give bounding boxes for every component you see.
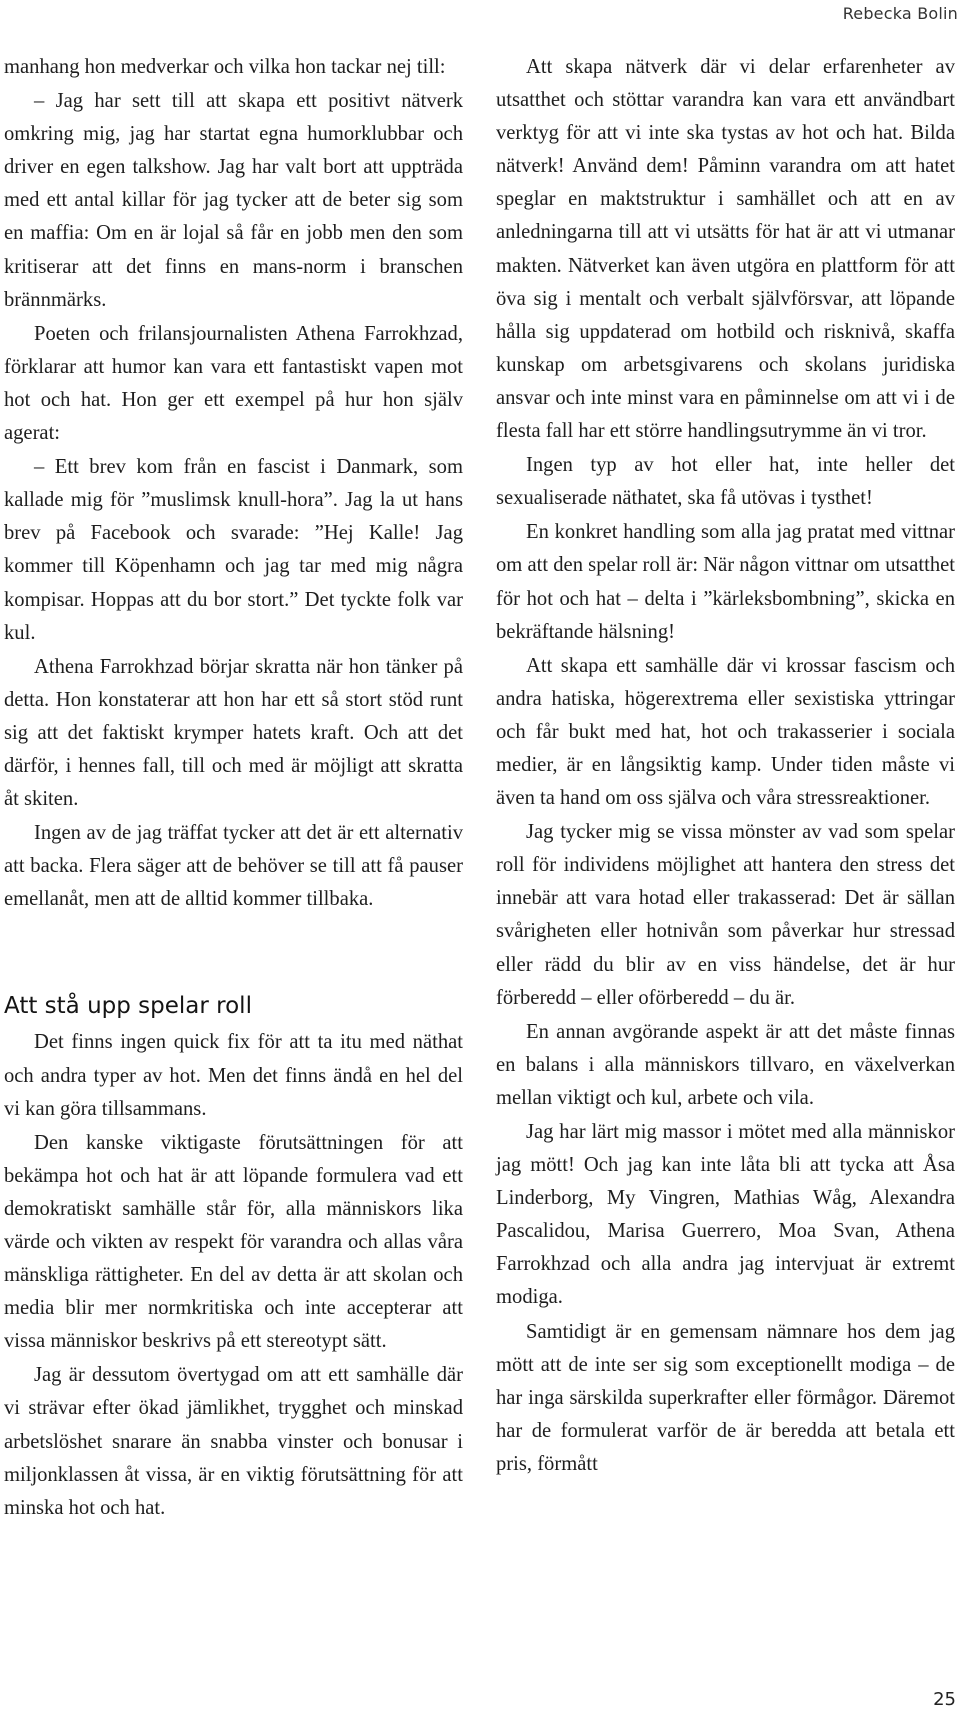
paragraph: Poeten och frilansjournalisten Athena Farrokhzad, förklarar att humor kan vara ett fantastiskt vapen mot hot och hat. Hon ger ett exempel på hur hon själv agerat: (4, 322, 463, 445)
left-column (4, 51, 463, 1526)
paragraph: – Ett brev kom från en fascist i Danmark, som kallade mig för ”muslimsk knull-hora”. Jag la ut hans brev på Facebook och svarade: ”Hej Kalle! Jag kommer till Köpenhamn och jag tar med mig några kompisar. Hoppas att du bor stort.” Det tyckte folk var kul. (4, 456, 463, 644)
paragraph: Ingen av de jag träffat tycker att det är ett alternativ att backa. Flera säger att de behöver se till att få pauser emellanåt, men att de alltid kommer tillbaka. (4, 822, 463, 911)
paragraph: Att skapa nätverk där vi delar erfarenheter av utsatthet och stöttar varandra kan vara ett användbart verktyg för att vi inte ska tystas av hot och hat. Bilda nätverk! Använd dem! Påminn varandra om att hatet speglar en maktstruktur i samhället och att en av anledningarna till att vi utsätts för hat är att vi utmanar makten. Nätverket kan även utgöra en plattform för att öva sig i mentalt och verbalt självförsvar, att löpande hålla sig uppdaterad om hotbild och risknivå, skaffa kunskap om arbetsgivarens och skolans juridiska ansvar och inte minst vara en påminnelse om att vi i de flesta fall har ett större handlingsutrymme än vi tror. (496, 56, 955, 443)
paragraph: Samtidigt är en gemensam nämnare hos dem jag mött att de inte ser sig som exceptionellt modiga – de har inga särskilda superkrafter eller förmågor. Däremot har de formulerat varför de är beredda att betala ett pris, förmått (496, 1320, 955, 1475)
paragraph: Jag har lärt mig massor i mötet med alla människor jag mött! Och jag kan inte låta bli att tycka att Åsa Linderborg, My Vingren, Mathias Wåg, Alexandra Pascalidou, Marisa Guerrero, Moa Svan, Athena Farrokhzad och alla andra jag intervjuat är extremt modiga. (496, 1121, 955, 1309)
paragraph: Jag tycker mig se vissa mönster av vad som spelar roll för individens möjlighet att hantera den stress det innebär att vara hotad eller trakasserad: Det är sällan svårigheten eller hotnivån som påverkar hur stressad eller rädd du blir av en viss händelse, det är hur förberedd – eller oförberedd – du är. (496, 821, 955, 1009)
section-heading: Att stå upp spelar roll (4, 993, 252, 1020)
page-number: 25 (933, 1689, 956, 1710)
paragraph: manhang hon medverkar och vilka hon tackar nej till: (4, 56, 446, 78)
paragraph: – Jag har sett till att skapa ett positivt nätverk omkring mig, jag har startat egna humorklubbar och driver en egen talkshow. Jag har valt bort att uppträda med ett antal killar för jag tycker att de beter sig som en maffia: Om en är lojal så får en jobb men den som kritiserar att det finns en mans-norm i branschen brännmärks. (4, 90, 463, 311)
paragraph: Att skapa ett samhälle där vi krossar fascism och andra hatiska, högerextrema eller sexistiska yttringar och får bukt med hat, hot och trakasserier i sociala medier, är en långsiktig kamp. Under tiden måste vi även ta hand om oss själva och våra stressreaktioner. (496, 654, 955, 810)
paragraph: En annan avgörande aspekt är att det måste finnas en balans i alla människors tillvaro, en växelverkan mellan viktigt och kul, arbete och vila. (496, 1020, 955, 1109)
right-column (496, 51, 955, 1482)
paragraph: Den kanske viktigaste förutsättningen för att bekämpa hot och hat är att löpande formulera vad ett demokratiskt samhälle står för, alla människors lika värde och vikten av respekt för varandra och allas våra mänskliga rättigheter. En del av detta är att skolan och media blir mer normkritiska och inte accepterar att vissa människor beskrivs på ett stereotypt sätt. (4, 1131, 463, 1353)
paragraph: Det finns ingen quick fix för att ta itu med näthat och andra typer av hot. Men det finns ändå en hel del vi kan göra tillsammans. (4, 1031, 463, 1120)
running-head-author: Rebecka Bolin (842, 4, 958, 23)
paragraph: En konkret handling som alla jag pratat med vittnar om att den spelar roll är: När någon vittnar om utsatthet för hot och hat – delta i ”kärleksbombning”, skicka en bekräftande hälsning! (496, 521, 955, 643)
paragraph: Jag är dessutom övertygad om att ett samhälle där vi strävar efter ökad jämlikhet, trygghet och minskad arbetslöshet snarare än snabba vinster och bonusar i miljonklassen åt vissa, är en viktig förutsättning för att minska hot och hat. (4, 1364, 463, 1519)
paragraph: Ingen typ av hot eller hat, inte heller det sexualiserade näthatet, ska få utövas i tysthet! (496, 454, 955, 510)
paragraph: Athena Farrokhzad börjar skratta när hon tänker på detta. Hon konstaterar att hon har ett så stort stöd runt sig att det faktiskt krymper hatets kraft. Och att det därför, i hennes fall, till och med är möjligt att skratta åt skiten. (4, 655, 463, 811)
